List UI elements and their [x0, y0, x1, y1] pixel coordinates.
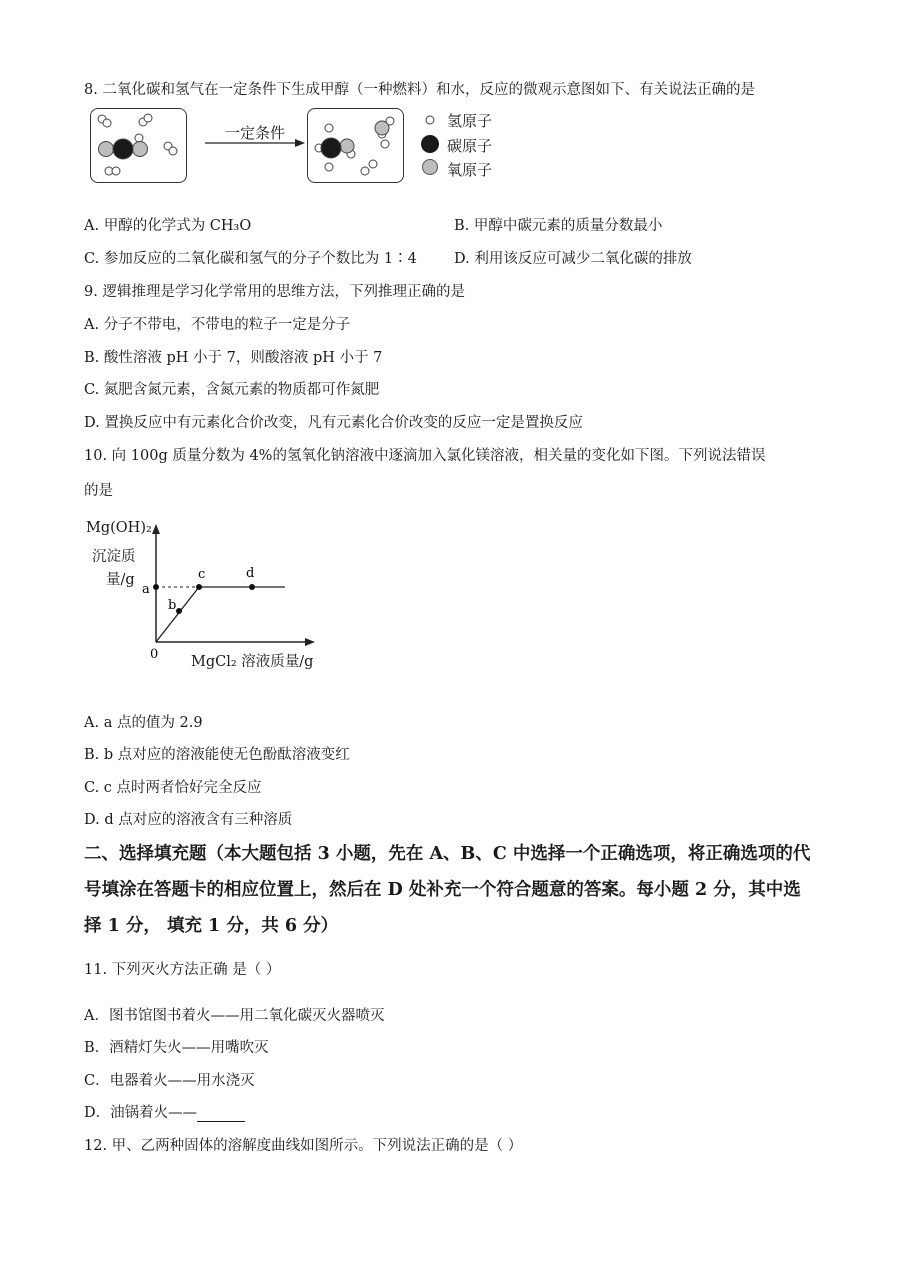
point-a — [153, 584, 159, 590]
q10-option-c[interactable]: C. c 点时两者恰好完全反应 — [84, 780, 262, 796]
q11-option-b[interactable]: B．酒精灯失火——用嘴吹灭 — [84, 1040, 269, 1056]
q10-option-b[interactable]: B. b 点对应的溶液能使无色酚酞溶液变红 — [84, 747, 350, 763]
q8-option-c[interactable]: C. 参加反应的二氧化碳和氢气的分子个数比为 1∶4 — [84, 251, 417, 267]
point-c — [196, 584, 202, 590]
q8-option-b[interactable]: B. 甲醇中碳元素的质量分数最小 — [454, 218, 663, 234]
y-axis-label-2: 沉淀质 — [92, 549, 136, 565]
point-label-d: d — [246, 566, 255, 581]
point-label-c: c — [198, 567, 206, 582]
q9-option-a[interactable]: A. 分子不带电，不带电的粒子一定是分子 — [84, 317, 351, 333]
point-label-b: b — [168, 598, 177, 613]
q11-option-d-text: D．油锅着火—— — [84, 1105, 198, 1121]
legend-hydrogen: 氢原子 — [447, 112, 493, 130]
point-b — [176, 608, 182, 614]
legend-oxygen: 氧原子 — [447, 161, 493, 179]
section2-line2: 号填涂在答题卡的相应位置上，然后在 D 处补充一个符合题意的答案。每小题 2 分，其中选 — [84, 880, 801, 900]
q12-stem: 12. 甲、乙两种固体的溶解度曲线如图所示。下列说法正确的是（ ） — [84, 1138, 523, 1154]
q11-option-c[interactable]: C．电器着火——用水浇灭 — [84, 1073, 255, 1089]
x-axis-label: MgCl₂ 溶液质量/g — [191, 654, 314, 670]
legend-carbon: 碳原子 — [447, 137, 493, 155]
precipitate-graph — [135, 520, 325, 670]
legend-hydrogen-icon — [423, 113, 437, 127]
q9-option-d[interactable]: D. 置换反应中有元素化合价改变，凡有元素化合价改变的反应一定是置换反应 — [84, 415, 583, 431]
q11-option-d[interactable] — [84, 1101, 245, 1122]
reaction-arrow — [205, 136, 305, 150]
q11-stem: 11. 下列灭火方法正确 是（ ） — [84, 962, 281, 978]
legend-carbon-icon — [420, 134, 442, 156]
q9-option-c[interactable]: C. 氮肥含氮元素，含氮元素的物质都可作氮肥 — [84, 382, 380, 398]
section2-line3: 择 1 分， 填充 1 分，共 6 分） — [84, 916, 339, 936]
q10-option-a[interactable]: A. a 点的值为 2.9 — [84, 715, 203, 731]
section2-line1: 二、选择填充题（本大题包括 3 小题，先在 A、B、C 中选择一个正确选项，将正确选项的代 — [84, 844, 811, 864]
q11-option-a[interactable]: A．图书馆图书着火——用二氧化碳灭火器喷灭 — [84, 1008, 385, 1024]
reactant-molecules — [90, 108, 188, 184]
origin-label: 0 — [150, 647, 159, 662]
q11-answer-blank[interactable] — [197, 1107, 245, 1122]
q8-option-a[interactable]: A. 甲醇的化学式为 CH₃O — [84, 218, 252, 234]
q10-stem-line1: 10. 向 100g 质量分数为 4%的氢氧化钠溶液中逐滴加入氯化镁溶液，相关量的变化如下图。下列说法错误 — [84, 448, 766, 464]
q9-stem: 9. 逻辑推理是学习化学常用的思维方法，下列推理正确的是 — [84, 284, 465, 300]
point-d — [249, 584, 255, 590]
y-axis-label-1: Mg(OH)₂ — [86, 520, 152, 536]
q10-option-d[interactable]: D. d 点对应的溶液含有三种溶质 — [84, 812, 293, 828]
arrow-label: 一定条件 — [225, 124, 286, 142]
y-axis-label-3: 量/g — [106, 572, 135, 588]
q8-option-d[interactable]: D. 利用该反应可减少二氧化碳的排放 — [454, 251, 692, 267]
point-label-a: a — [142, 582, 150, 597]
q10-stem-line2: 的是 — [84, 483, 113, 499]
q9-option-b[interactable]: B. 酸性溶液 pH 小于 7，则酸溶液 pH 小于 7 — [84, 350, 383, 366]
q8-stem: 8. 二氧化碳和氢气在一定条件下生成甲醇（一种燃料）和水，反应的微观示意图如下、有关说法正确的是 — [84, 82, 755, 98]
legend-oxygen-icon — [421, 158, 441, 178]
product-molecules — [307, 108, 405, 184]
